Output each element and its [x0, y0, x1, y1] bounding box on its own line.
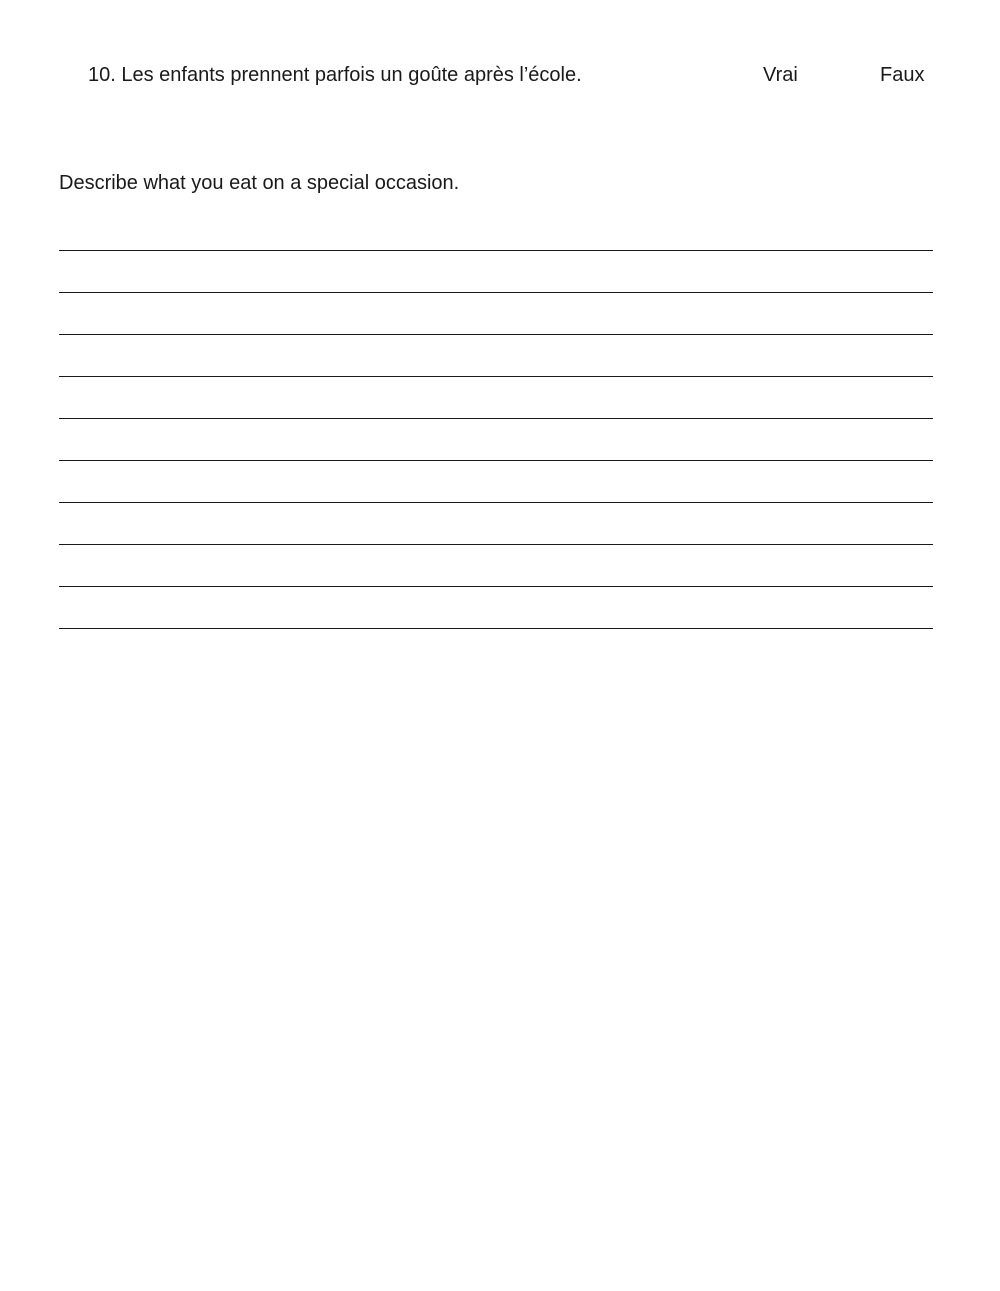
answer-line[interactable]	[59, 546, 933, 587]
answer-lines	[59, 210, 933, 630]
writing-prompt: Describe what you eat on a special occasion.	[59, 172, 460, 194]
true-false-question	[0, 58, 1000, 92]
answer-line[interactable]	[59, 210, 933, 251]
answer-line[interactable]	[59, 294, 933, 335]
answer-line[interactable]	[59, 336, 933, 377]
answer-line[interactable]	[59, 462, 933, 503]
answer-line[interactable]	[59, 588, 933, 629]
vrai-option[interactable]: Vrai	[763, 64, 798, 86]
question-text: 10. Les enfants prennent parfois un goûte après l’école.	[88, 64, 582, 86]
answer-line[interactable]	[59, 504, 933, 545]
answer-line[interactable]	[59, 420, 933, 461]
faux-option[interactable]: Faux	[880, 64, 925, 86]
answer-line[interactable]	[59, 252, 933, 293]
answer-line[interactable]	[59, 378, 933, 419]
